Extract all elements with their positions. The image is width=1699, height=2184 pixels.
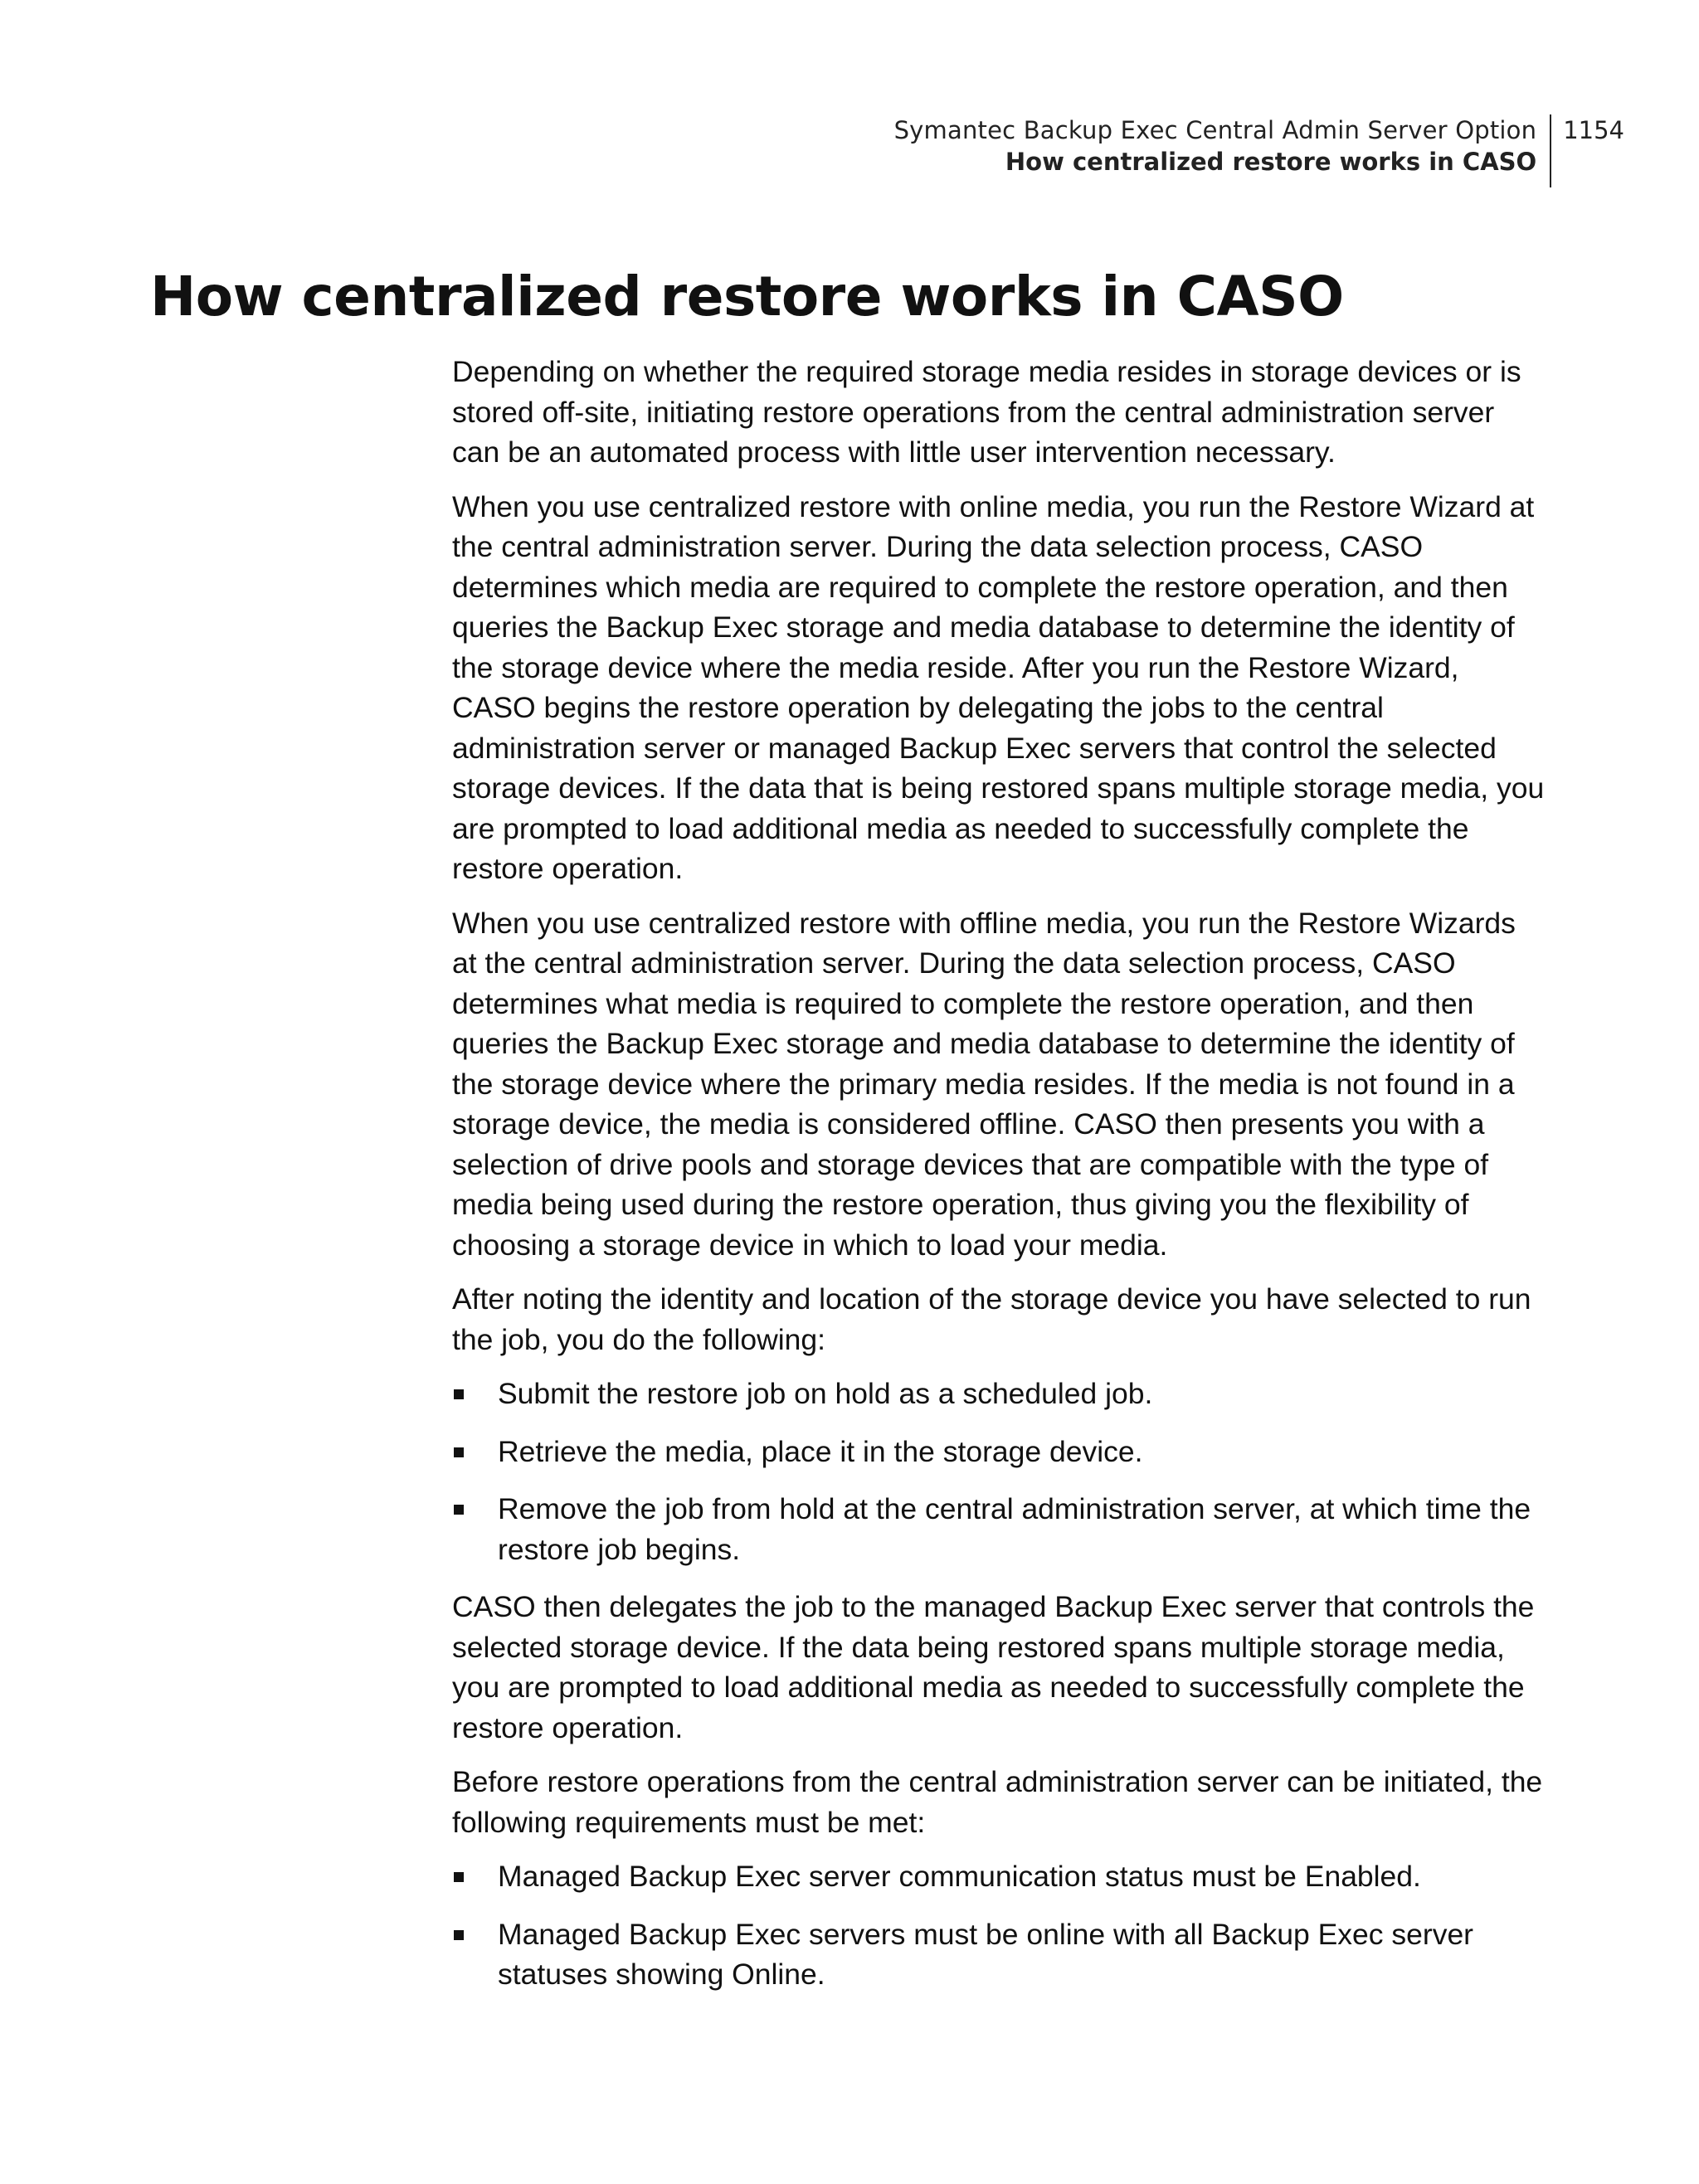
list-item [452,1914,1546,1995]
steps-list [452,1374,1546,1569]
offline-media-paragraph: When you use centralized restore with offline media, you run the Restore Wizards at the central administration server. During the data selection process, CASO determines what media is required to complete the restore operation, and then queries the Backup Exec storage and media database to determine the identity of the storage device where the primary media resides. If the media is not found in a storage device, the media is considered offline. CASO then presents you with a selection of drive pools and storage devices that are compatible with the type of media being used during the restore operation, thus giving you the flexibility of choosing a storage device in which to load your media. [452,906,1516,1262]
list-item-text: Managed Backup Exec servers must be online with all Backup Exec server statuses showing Online. [498,1917,1474,1991]
list-item-text: Retrieve the media, place it in the storage device. [498,1434,1143,1468]
intro-paragraph: Depending on whether the required storage media resides in storage devices or is stored off-site, initiating restore operations from the central administration server can be an automated process with little user intervention necessary. [452,355,1521,469]
list-item-text: Remove the job from hold at the central administration server, at which time the restore job begins. [498,1492,1531,1566]
list-item-text: Managed Backup Exec server communication status must be Enabled. [498,1860,1421,1893]
requirements-list [452,1856,1546,1995]
book-title: Symantec Backup Exec Central Admin Server Option [893,116,1537,144]
online-media-paragraph: When you use centralized restore with online media, you run the Restore Wizard at the central administration server. During the data selection process, CASO determines which media are required to complete the restore operation, and then queries the Backup Exec storage and media database to determine the identity of the storage device where the media reside. After you run the Restore Wizard, CASO begins the restore operation by delegating the jobs to the central administration server or managed Backup Exec servers that control the selected storage devices. If the data that is being restored spans multiple storage media, you are prompted to load additional media as needed to successfully complete the restore operation. [452,489,1545,885]
delegation-paragraph: CASO then delegates the job to the managed Backup Exec server that controls the selected storage device. If the data being restored spans multiple storage media, you are prompted to load additional media as needed to successfully complete the restore operation. [452,1590,1535,1744]
section-heading: How centralized restore works in CASO [150,265,1344,328]
square-bullet-icon [454,1505,464,1515]
list-item-text: Submit the restore job on hold as a scheduled job. [498,1377,1153,1410]
running-header [894,114,1624,187]
square-bullet-icon [454,1872,464,1882]
square-bullet-icon [454,1930,464,1940]
square-bullet-icon [454,1447,464,1457]
list-item [452,1432,1546,1472]
running-section-title: How centralized restore works in CASO [1005,148,1537,176]
requirements-intro-paragraph: Before restore operations from the central administration server can be initiated, the following requirements must be met: [452,1765,1543,1839]
page-number: 1154 [1563,116,1624,144]
running-header-text [894,114,1552,187]
steps-intro-paragraph: After noting the identity and location of the storage device you have selected to run the job, you do the following: [452,1282,1531,1356]
square-bullet-icon [454,1389,464,1399]
body-column [452,352,1546,2012]
list-item [452,1489,1546,1569]
list-item [452,1374,1546,1414]
list-item [452,1856,1546,1897]
